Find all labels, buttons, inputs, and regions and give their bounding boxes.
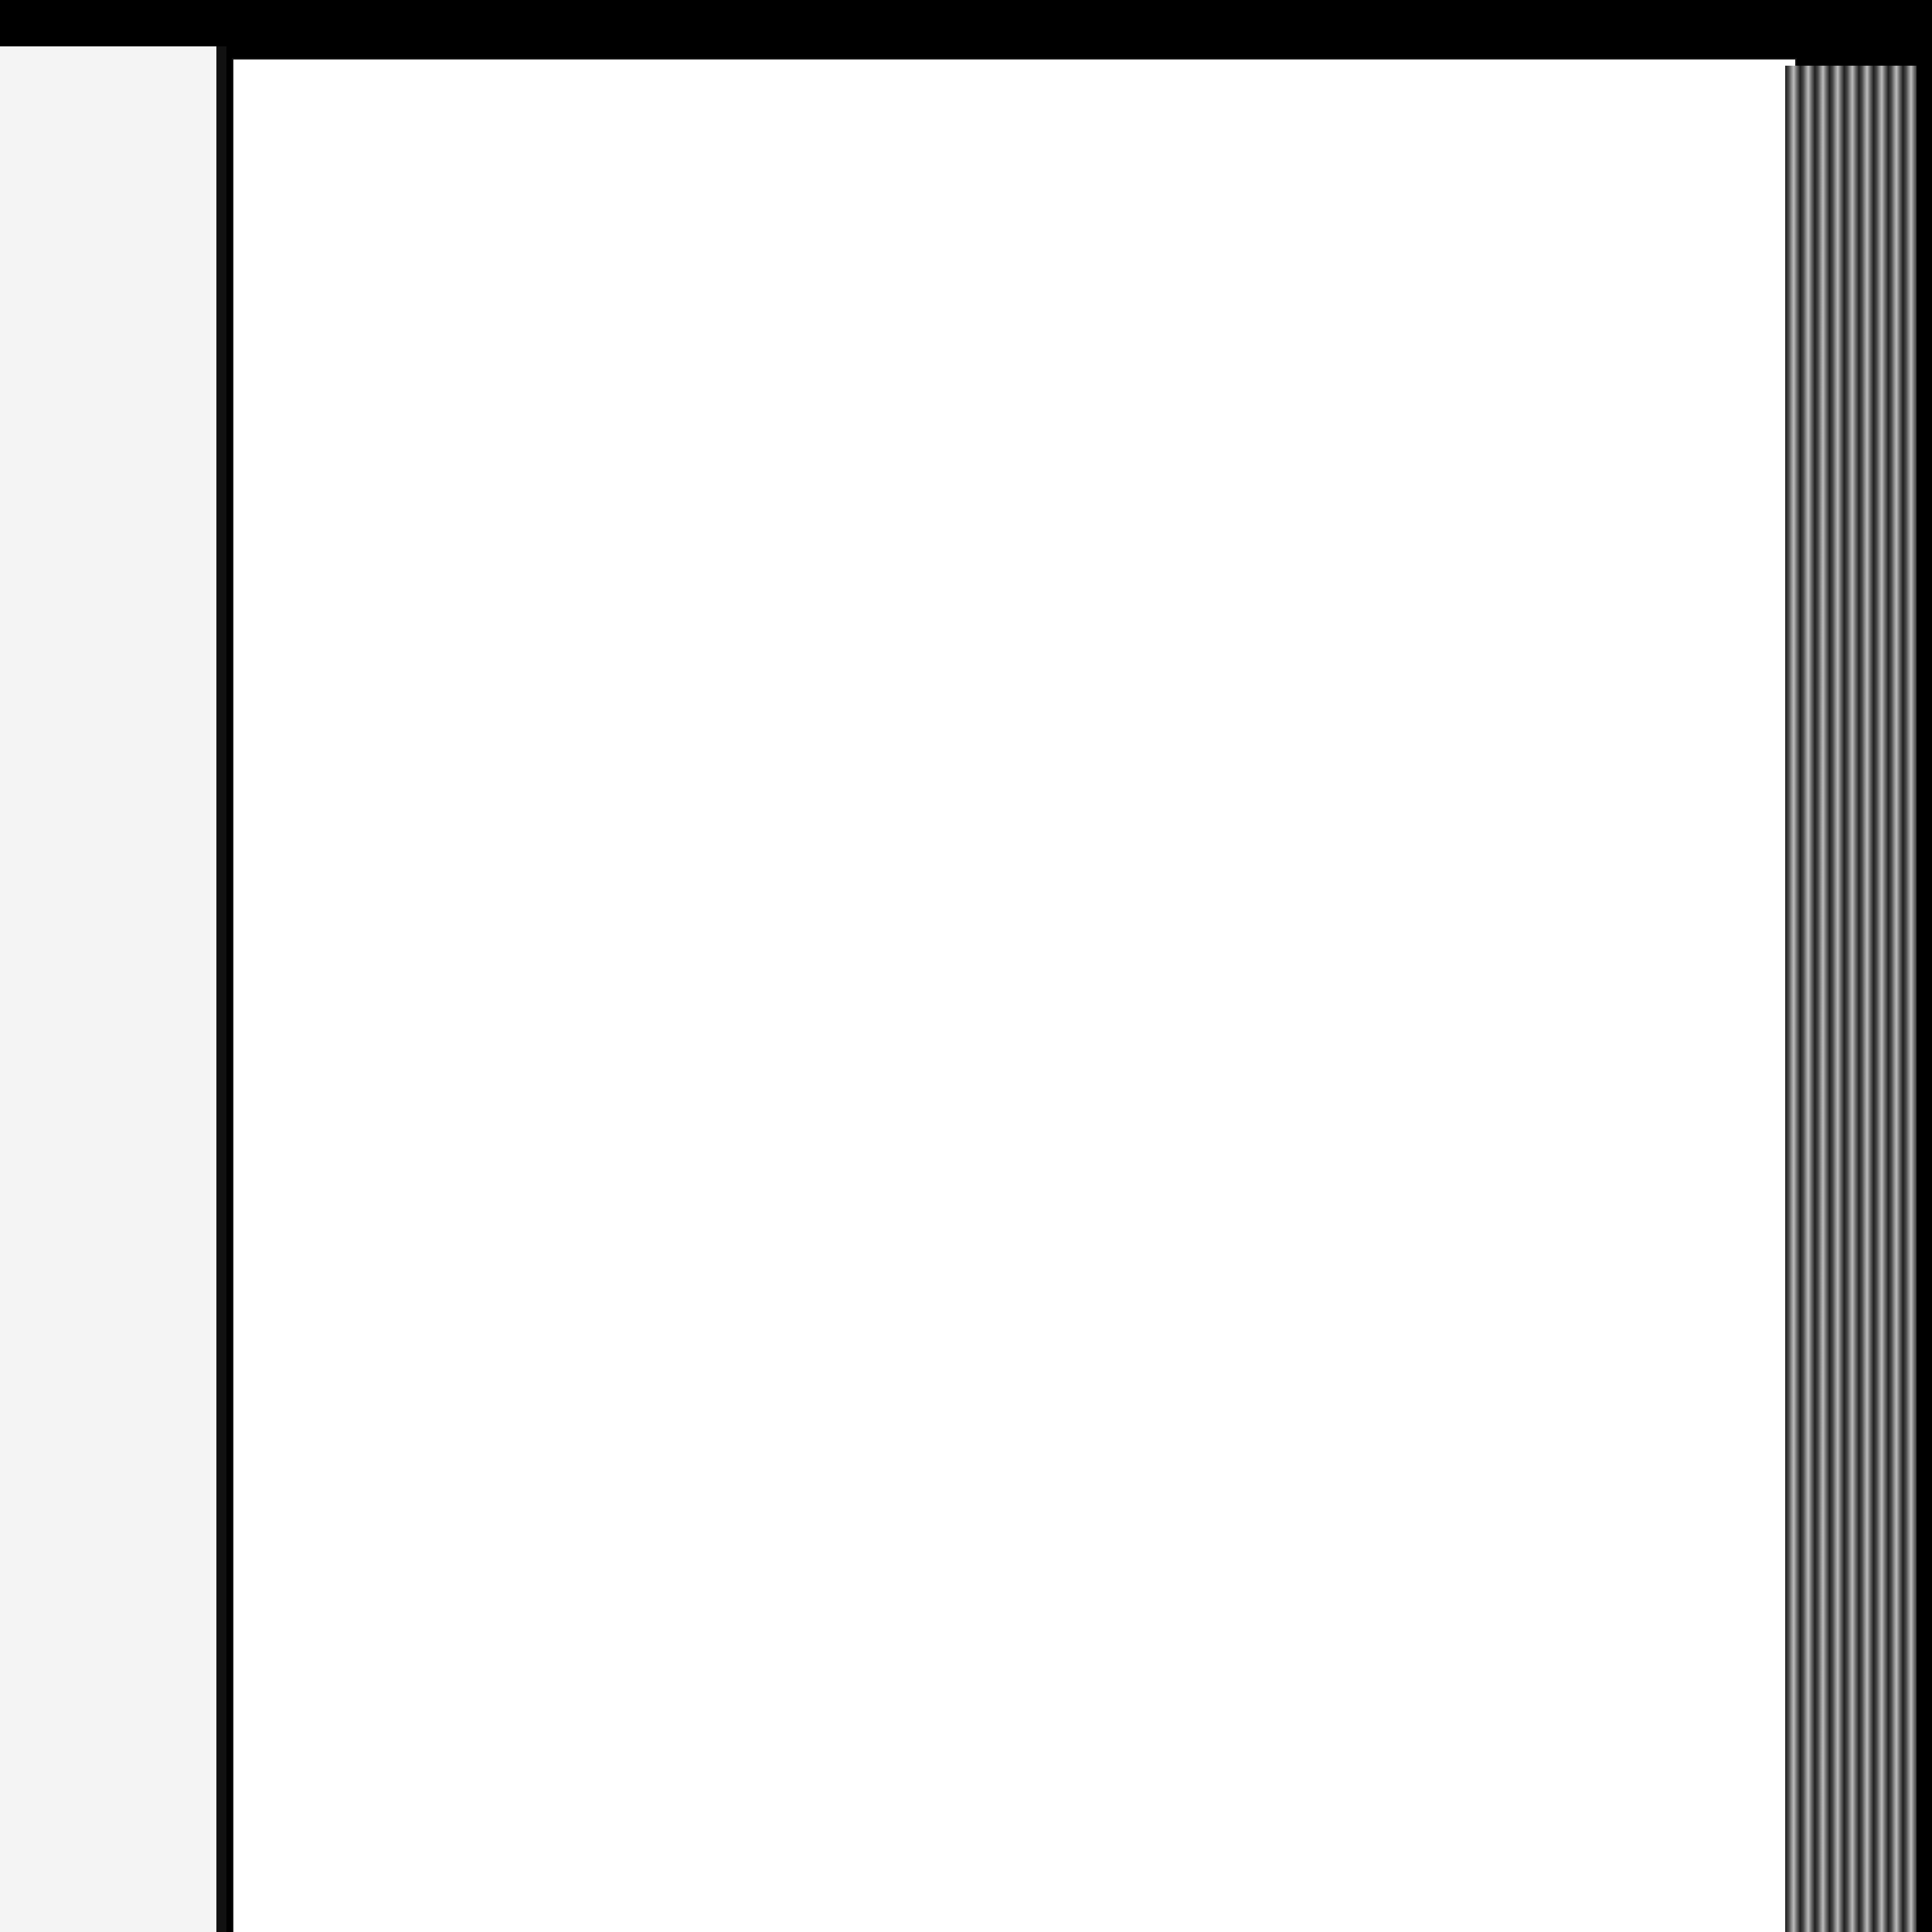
page-fore-edge (1785, 66, 1917, 1932)
previous-page-strip (0, 46, 226, 1932)
running-head (371, 309, 1580, 355)
